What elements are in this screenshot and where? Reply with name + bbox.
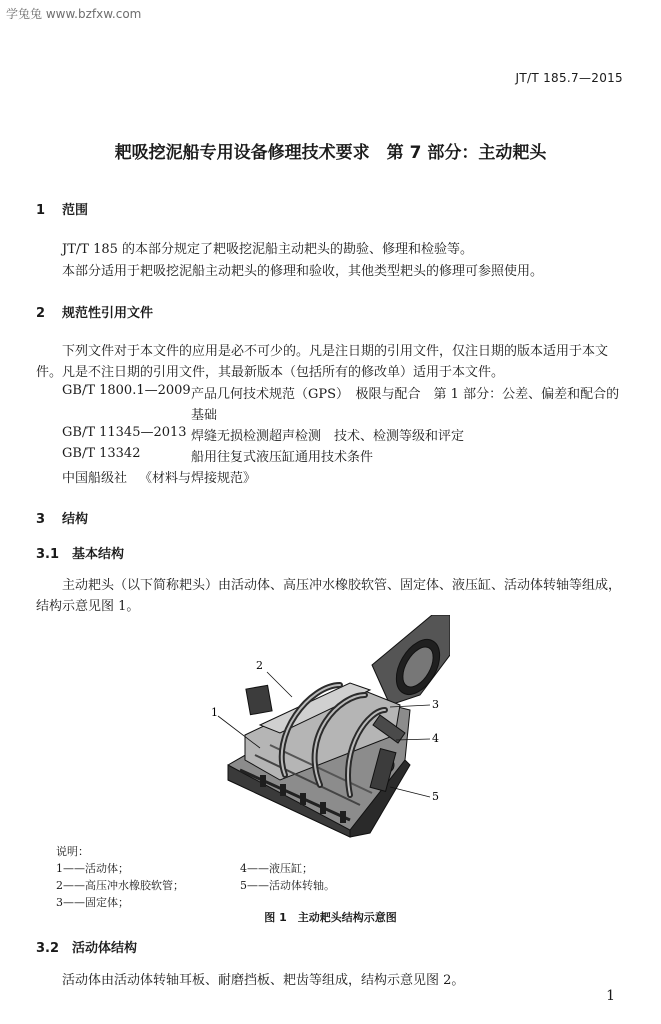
legend-item: 1——活动体； xyxy=(56,862,129,875)
figure-caption: 图 1 主动耙头结构示意图 xyxy=(264,911,397,924)
section-title: 范围 xyxy=(62,203,89,218)
section-number: 2 xyxy=(36,306,46,321)
reference-title: 产品几何技术规范（GPS） 极限与配合 第 1 部分：公差、偏差和配合的 xyxy=(191,387,620,402)
reference-title-continued: 基础 xyxy=(191,408,218,423)
section-number: 3.2 xyxy=(36,941,60,956)
legend-item: 5——活动体转轴。 xyxy=(240,879,335,892)
legend-item: 2——高压冲水橡胶软管； xyxy=(56,879,184,892)
suction-pipe xyxy=(372,615,450,705)
callout-2: 2 xyxy=(256,659,263,672)
page-title: 耙吸挖泥船专用设备修理技术要求 第 7 部分：主动耙头 xyxy=(114,143,547,163)
legend-item: 4——液压缸； xyxy=(240,862,313,875)
section-number: 1 xyxy=(36,203,46,218)
legend-title: 说明： xyxy=(56,845,89,858)
page-number: 1 xyxy=(606,988,615,1004)
callout-1: 1 xyxy=(211,706,218,719)
section-3-2-heading xyxy=(36,937,137,956)
legend-item: 3——固定体； xyxy=(56,896,129,909)
callout-3: 3 xyxy=(432,698,439,711)
section-title: 基本结构 xyxy=(72,547,125,562)
section-3-heading xyxy=(36,508,88,527)
section-1-heading xyxy=(36,199,88,218)
reference-title: 船用往复式液压缸通用技术条件 xyxy=(191,450,374,465)
section-3-2-paragraph: 活动体由活动体转轴耳板、耐磨挡板、耙齿等组成，结构示意见图 2。 xyxy=(62,973,465,988)
reference-code: GB/T 13342 xyxy=(62,446,141,461)
callout-4: 4 xyxy=(432,732,439,745)
section-1-paragraph-2: 本部分适用于耙吸挖泥船主动耙头的修理和验收，其他类型耙头的修理可参照使用。 xyxy=(62,264,544,279)
document-number: JT/T 185.7—2015 xyxy=(515,71,623,85)
section-3-1-paragraph: 主动耙头（以下简称耙头）由活动体、高压冲水橡胶软管、固定体、液压缸、活动体转轴等组成，结构示意见图 1。 xyxy=(36,578,622,614)
section-title: 规范性引用文件 xyxy=(62,306,154,321)
reference-title: 焊缝无损检测超声检测 技术、检测等级和评定 xyxy=(191,429,465,444)
drag-head-figure xyxy=(200,615,450,840)
reference-code: GB/T 11345—2013 xyxy=(62,425,187,440)
section-1-paragraph-1: JT/T 185 的本部分规定了耙吸挖泥船主动耙头的勘验、修理和检验等。 xyxy=(62,242,474,257)
section-number: 3.1 xyxy=(36,547,60,562)
reference-title: 《材料与焊接规范》 xyxy=(139,471,257,486)
section-2-heading xyxy=(36,302,153,321)
section-title: 结构 xyxy=(62,512,89,527)
section-number: 3 xyxy=(36,512,46,527)
watermark: 学兔兔 www.bzfxw.com xyxy=(6,7,142,21)
section-title: 活动体结构 xyxy=(72,941,138,956)
section-2-intro: 下列文件对于本文件的应用是必不可少的。凡是注日期的引用文件，仅注日期的版本适用于本文件。凡是不注日期的引用文件，其最新版本（包括所有的修改单）适用于本文件。 xyxy=(36,344,609,380)
reference-code: 中国船级社 xyxy=(62,471,128,486)
reference-code: GB/T 1800.1—2009 xyxy=(62,383,191,398)
callout-5: 5 xyxy=(432,790,439,803)
section-3-1-heading xyxy=(36,543,124,562)
